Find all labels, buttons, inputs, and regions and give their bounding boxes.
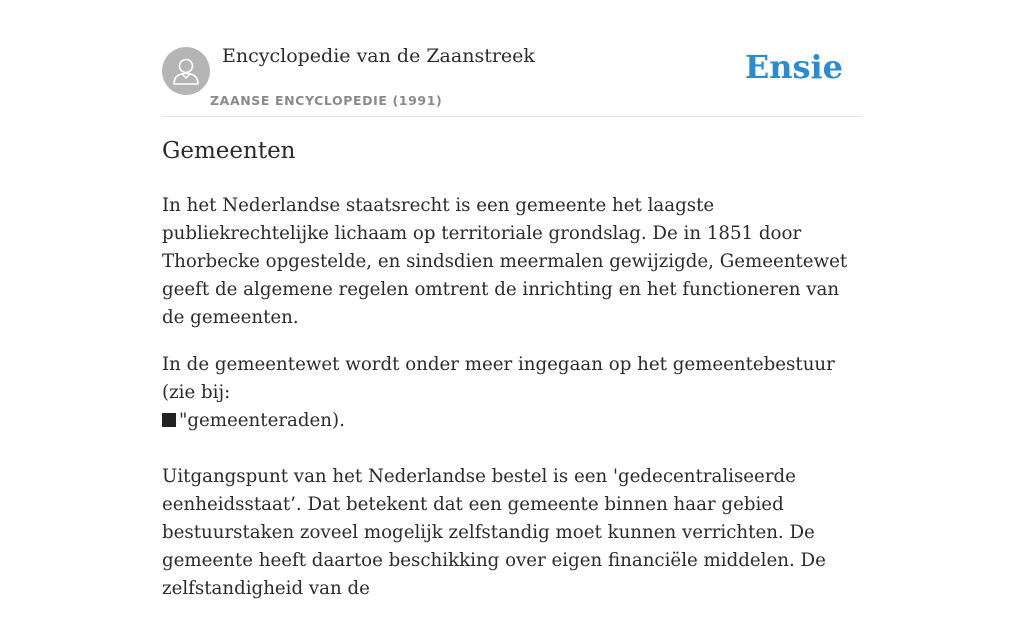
article-body	[162, 192, 862, 622]
site-title[interactable]: Encyclopedie van de Zaanstreek	[222, 45, 535, 67]
avatar[interactable]	[162, 47, 210, 95]
ensie-logo-link[interactable]: Ensie	[744, 48, 843, 86]
user-icon	[162, 47, 210, 95]
square-bullet-icon	[162, 413, 176, 427]
header	[162, 0, 862, 117]
article-paragraph	[162, 351, 862, 435]
article-text: In de gemeentewet wordt onder meer ingegaan op het gemeentebestuur (zie bij:	[162, 354, 835, 403]
page-title: Gemeenten	[162, 138, 296, 164]
article-paragraph: In het Nederlandse staatsrecht is een gemeente het laagste publiekrechtelijke lichaam op territoriale grondslag. De in 1851 door Thorbecke opgestelde, en sindsdien meermalen gewijzigde, Gemeentewet geeft de algemene regelen omtrent de inrichting en het functioneren van de gemeenten.	[162, 195, 848, 328]
page-container	[162, 0, 862, 599]
cross-reference-text: "gemeenteraden).	[179, 410, 345, 431]
encyclopedia-subtitle[interactable]: ZAANSE ENCYCLOPEDIE (1991)	[210, 93, 443, 108]
article-paragraph: Uitgangspunt van het Nederlandse bestel is een 'gedecentraliseerde eenheidsstaat’. Dat betekent dat een gemeente binnen haar gebied bestuurstaken zoveel mogelijk zelfstandig moet kunnen verrichten. De gemeente heeft daartoe beschikking over eigen financiële middelen. De zelfstandigheid van de	[162, 466, 826, 599]
